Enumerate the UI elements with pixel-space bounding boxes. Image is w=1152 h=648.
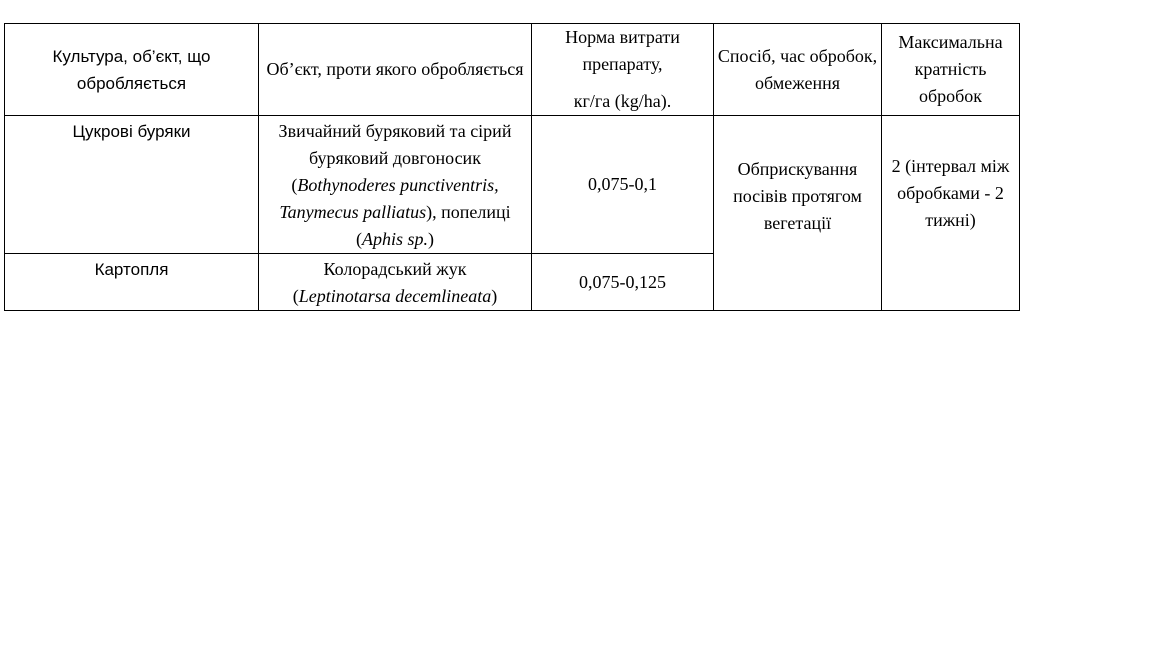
header-rate bbox=[532, 24, 714, 116]
target-common-name: Колорадський жук bbox=[323, 259, 467, 279]
cell-target-potato: Колорадський жук (Leptinotarsa decemlineata) bbox=[259, 254, 532, 311]
header-rate-line1: Норма витрати препарату, bbox=[565, 27, 680, 74]
cell-rate-sugar-beet: 0,075-0,1 bbox=[532, 116, 714, 254]
target-latin-name: Aphis sp. bbox=[361, 229, 428, 249]
cell-target-sugar-beet: Звичайний буряковий та сірий буряковий довгоносик (Bothynoderes punctiventris, Tanymecus palliatus), попелиці (Aphis sp.) bbox=[259, 116, 532, 254]
target-latin-name: Tanymecus palliatus bbox=[279, 202, 427, 222]
cell-max-treatments: 2 (інтервал між обробками - 2 тижні) bbox=[882, 116, 1020, 311]
table-header-row bbox=[5, 24, 1020, 116]
header-max-treatments: Максимальна кратність обробок bbox=[882, 24, 1020, 116]
header-culture: Культура, об’єкт, що обробляється bbox=[5, 24, 259, 116]
table-row bbox=[5, 116, 1020, 254]
target-latin-name: Leptinotarsa decemlineata bbox=[298, 286, 492, 306]
regulation-table bbox=[4, 23, 1020, 311]
header-target: Об’єкт, проти якого обробляється bbox=[259, 24, 532, 116]
cell-culture-potato: Картопля bbox=[5, 254, 259, 311]
header-rate-line2: кг/га (kg/ha). bbox=[573, 91, 672, 111]
header-method: Спосіб, час обробок, обмеження bbox=[714, 24, 882, 116]
target-latin-name: Bothynoderes punctiventris, bbox=[297, 175, 499, 195]
target-aphid-name: попелиці bbox=[441, 202, 511, 222]
target-common-name: Звичайний буряковий та сірий буряковий довгоносик bbox=[278, 121, 512, 168]
cell-method: Обприскування посівів протягом вегетації bbox=[714, 116, 882, 311]
cell-culture-sugar-beet: Цукрові буряки bbox=[5, 116, 259, 254]
cell-rate-potato: 0,075-0,125 bbox=[532, 254, 714, 311]
